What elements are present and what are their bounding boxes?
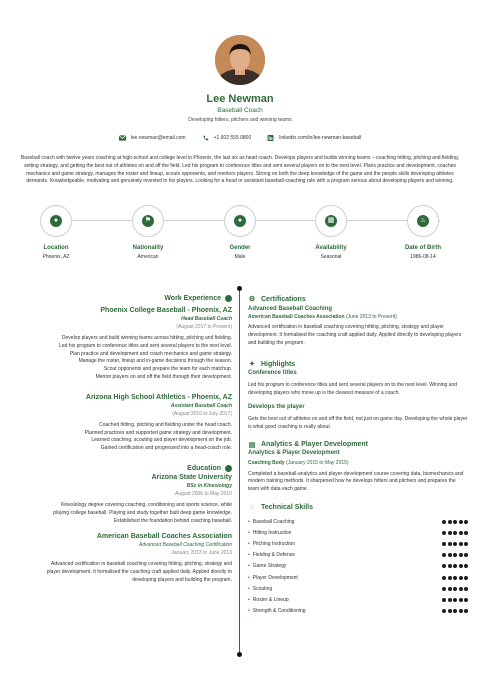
rating-dot — [442, 587, 446, 591]
skill-rating — [442, 531, 468, 535]
timeline-dot-top — [237, 286, 242, 291]
rating-dot — [459, 553, 463, 557]
info-location — [11, 205, 101, 260]
skill-name: • Baseball Coaching — [248, 519, 294, 525]
rating-dot — [464, 564, 468, 568]
star-icon: ✦ — [249, 361, 255, 369]
skill-rating — [442, 564, 468, 568]
rating-dot — [464, 576, 468, 580]
skill-name: • Fielding & Defense — [248, 552, 295, 558]
timeline-line — [239, 290, 240, 655]
skill-row — [248, 561, 468, 572]
linkedin-icon — [267, 135, 274, 141]
rating-dot — [448, 598, 452, 602]
job-role: Assistant Baseball Coach — [170, 402, 232, 409]
skills-heading: ◌ Technical Skills — [249, 503, 314, 511]
rating-dot — [448, 553, 452, 557]
rating-dot — [459, 531, 463, 535]
contact-linkedin[interactable] — [267, 135, 361, 141]
rating-dot — [442, 553, 446, 557]
skill-rating — [442, 598, 468, 602]
rating-dot — [459, 520, 463, 524]
graduation-cap-icon — [225, 465, 232, 472]
certifications-heading: ⚙ Certifications — [248, 295, 306, 303]
job-title: Baseball Coach — [217, 107, 263, 114]
education-entry — [18, 474, 232, 525]
person-icon: ● — [234, 215, 246, 227]
edu-org: American Baseball Coaches Association — [96, 533, 232, 541]
skill-row — [248, 583, 468, 594]
edu-description: Kinesiology degree covering coaching, conditioning and sports science, while playing college baseball. Playing and study together built deep game knowledge. Established the foundation behind coaching baseball. — [53, 501, 232, 524]
info-label: Date of Birth — [405, 245, 441, 251]
skill-row — [248, 550, 468, 561]
info-value: Seasonal — [320, 254, 342, 260]
rating-dot — [464, 598, 468, 602]
skill-rating — [442, 542, 468, 546]
edu-org: Arizona State University — [151, 473, 232, 481]
cake-icon: ♨ — [417, 215, 429, 227]
rating-dot — [448, 520, 452, 524]
rating-dot — [442, 609, 446, 613]
highlight-text: Led his program to conference titles and sent several players on to the next level. Winning and developing players who move up is the clearest measure of a coach. — [248, 382, 458, 397]
highlights-heading: ✦ Highlights — [249, 360, 296, 369]
skill-name: • Game Strategy — [248, 563, 286, 569]
skill-row — [248, 538, 468, 549]
timeline-dot-bottom — [237, 652, 242, 657]
skill-row — [248, 516, 468, 527]
rating-dot — [459, 587, 463, 591]
skill-name: • Roster & Lineup — [248, 597, 289, 603]
rating-dot — [464, 531, 468, 535]
info-value: Phoenix, AZ — [42, 254, 70, 260]
rating-dot — [448, 531, 452, 535]
edu-dates: January 2013 to June 2013 — [171, 550, 232, 557]
left-column — [18, 295, 232, 585]
rating-dot — [453, 598, 457, 602]
contact-email[interactable] — [119, 135, 186, 141]
calendar-icon: ▦ — [325, 215, 337, 227]
job-org: Arizona High School Athletics - Phoenix, AZ — [85, 393, 232, 401]
rating-dot — [459, 598, 463, 602]
rating-dot — [442, 564, 446, 568]
rating-dot — [442, 542, 446, 546]
info-value: 1986-08-14 — [410, 254, 436, 260]
job-role: Head Baseball Coach — [181, 316, 232, 322]
edu-degree: Advanced Baseball Coaching Certification — [138, 542, 232, 549]
job-dates: (August 2017 to Present) — [176, 324, 232, 330]
skill-rating — [442, 587, 468, 591]
job-entry — [18, 307, 232, 382]
phone-icon — [202, 135, 209, 141]
skills-list — [248, 516, 468, 617]
skill-rating — [442, 609, 468, 613]
location-icon: ● — [50, 215, 62, 227]
rating-dot — [453, 520, 457, 524]
skill-row — [248, 527, 468, 538]
edu-degree: BSc in Kinesiology — [186, 482, 232, 489]
job-entry — [18, 394, 232, 453]
contact-phone[interactable] — [202, 135, 252, 141]
rating-dot — [459, 542, 463, 546]
edu-dates: August 2006 to May 2010 — [175, 490, 232, 497]
lightbulb-icon: ◌ — [249, 503, 255, 511]
rating-dot — [453, 564, 457, 568]
info-label: Location — [43, 245, 69, 251]
highlight-title: Conference titles — [248, 370, 297, 377]
rating-dot — [442, 598, 446, 602]
info-gender — [195, 205, 285, 260]
tagline: Developing hitters, pitchers and winning teams — [188, 117, 292, 123]
job-description: Coached hitting, pitching and fielding under the head coach. Planned practices and supported game strategy and development. Learned coaching, scouting and player development on the job. Gained certification and progressed into a head-coach role. — [84, 421, 232, 452]
info-availability — [286, 205, 376, 260]
skill-name: • Pitching Instruction — [248, 541, 295, 547]
personal-info-strip — [0, 205, 480, 265]
rating-dot — [453, 587, 457, 591]
analytics-heading: ▤ Analytics & Player Development — [248, 441, 368, 449]
rating-dot — [459, 609, 463, 613]
cert-description: Advanced certification in baseball coaching covering hitting, pitching, strategy and player development. It formalised the coaching craft applied daily. Applied directly to developing players and building the program. — [248, 324, 462, 346]
profile-photo — [215, 35, 265, 85]
edu-description: Advanced certification in baseball coaching covering hitting, pitching, strategy and player development. It formalised the coaching craft applied daily. Applied directly to developing players and building the program. — [46, 561, 232, 583]
info-label: Gender — [229, 245, 251, 251]
analytics-meta: Coaching Body (January 2015 to May 2015) — [248, 459, 349, 466]
contact-linkedin-text: linkedin.com/in/lee-newman-baseball — [279, 135, 362, 141]
rating-dot — [442, 531, 446, 535]
info-value: Male — [234, 254, 246, 260]
profile-summary: Baseball coach with twelve years coaching at high-school and college level in Phoenix, the last six as head coach. Develops players and builds winning teams – coaching hitting, pitching and fielding, setting strategy, and getting the best out of athletes on and off the field. Led his program to conference titles and sent several players on to the next level. Plans practice and development, coaches mechanics and game strategy, manages the roster and lineup, scouts opponents, and mentors players. Strong on both the deep knowledge of the game and the people skills developing athletes demands. Knowledgeable, motivating and genuinely invested in his players. Looking for a head or assistant baseball-coaching role with a program serious about developing players and winning. — [20, 155, 460, 185]
briefcase-icon — [225, 295, 232, 302]
analytics-title: Analytics & Player Development — [248, 449, 340, 456]
skill-rating — [442, 576, 468, 580]
right-column — [248, 295, 468, 617]
rating-dot — [464, 553, 468, 557]
highlight-text: Gets the best out of athletes on and off the field, not just on game day. Developing the whole player is what good coaching is really about. — [248, 415, 468, 430]
rating-dot — [453, 609, 457, 613]
contact-email-text: lee.newman@email.com — [130, 135, 186, 141]
skill-row — [248, 605, 468, 616]
info-nationality — [103, 205, 193, 260]
rating-dot — [459, 576, 463, 580]
rating-dot — [448, 576, 452, 580]
person-name: Lee Newman — [206, 93, 274, 105]
skill-name: • Strength & Conditioning — [248, 608, 306, 614]
rating-dot — [448, 542, 452, 546]
chart-icon: ▤ — [248, 441, 256, 449]
skill-name: • Hitting Instruction — [248, 530, 291, 536]
cert-meta: American Baseball Coaches Association (June 2013 to Present) — [248, 314, 397, 320]
cert-title: Advanced Baseball Coaching — [248, 306, 333, 312]
rating-dot — [464, 587, 468, 591]
rating-dot — [464, 520, 468, 524]
skill-row — [248, 594, 468, 605]
education-entry — [18, 533, 232, 584]
work-experience-heading: Work Experience — [18, 295, 232, 302]
job-dates: (August 2010 to July 2017) — [172, 410, 232, 417]
skill-rating — [442, 553, 468, 557]
info-value: American — [137, 254, 159, 260]
analytics-description: Completed a baseball-analytics and player-development course covering data, biomechanics and modern training methods. It sharpened how he develops hitters and pitchers and prepares the team with data each game. — [248, 470, 464, 493]
rating-dot — [448, 587, 452, 591]
rating-dot — [442, 520, 446, 524]
rating-dot — [464, 609, 468, 613]
rating-dot — [448, 609, 452, 613]
rating-dot — [459, 564, 463, 568]
contact-bar — [0, 135, 480, 141]
job-org: Phoenix College Baseball - Phoenix, AZ — [100, 307, 232, 314]
rating-dot — [442, 576, 446, 580]
skill-name: • Scouting — [248, 586, 272, 592]
highlight-title: Develops the player — [248, 403, 305, 410]
rating-dot — [448, 564, 452, 568]
gear-icon: ⚙ — [248, 296, 256, 303]
job-description: Develop players and build winning teams across hitting, pitching and fielding. Led his program to conference titles and sent several players to the next level. Plan practice and development and coach mechanics and game strategy. Manage the roster, lineup and in-game decisions through the season. Scout opponents and prepare the team for each matchup. Mentor players on and off the field through their development. — [59, 335, 232, 380]
skill-row — [248, 572, 468, 583]
rating-dot — [453, 576, 457, 580]
flag-icon: ⚑ — [142, 215, 154, 227]
rating-dot — [453, 553, 457, 557]
rating-dot — [464, 542, 468, 546]
info-label: Availability — [315, 245, 347, 251]
email-icon — [119, 135, 126, 141]
skill-rating — [442, 520, 468, 524]
info-label: Nationality — [132, 245, 164, 251]
education-heading: Education — [18, 465, 232, 472]
rating-dot — [453, 531, 457, 535]
contact-phone-text: +1 602 555 0800 — [213, 135, 252, 141]
rating-dot — [453, 542, 457, 546]
info-dob — [378, 205, 468, 260]
skill-name: • Player Development — [248, 575, 298, 581]
